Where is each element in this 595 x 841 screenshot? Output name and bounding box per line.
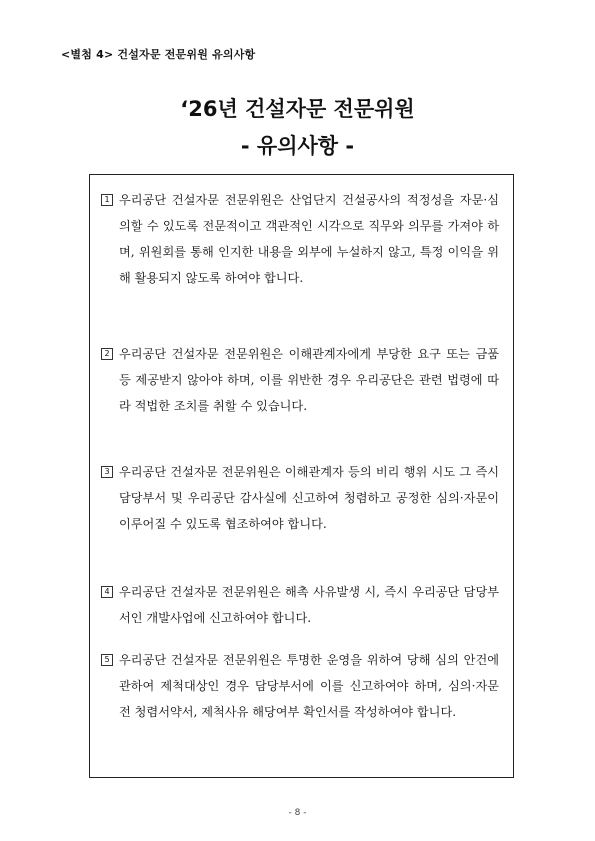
guideline-item-4 <box>101 579 499 631</box>
item-text-4: 우리공단 건설자문 전문위원은 해촉 사유발생 시, 즉시 우리공단 담당부서인 개발사업에 신고하여야 합니다. <box>119 585 499 625</box>
attachment-label: <별첨 4> 건설자문 전문위원 유의사항 <box>61 48 256 61</box>
document-subtitle: - 유의사항 - <box>240 134 355 158</box>
item-text-1: 우리공단 건설자문 전문위원은 산업단지 건설공사의 적정성을 자문·심의할 수 있도록 전문적이고 객관적인 시각으로 직무와 의무를 가져야 하며, 위원회를 통해 인지한 내용을 외부에 누설하지 않고, 특정 이익을 위해 활용되지 않도록 하여야 합니다. <box>119 193 499 285</box>
guideline-item-5 <box>101 647 499 725</box>
item-text-2: 우리공단 건설자문 전문위원은 이해관계자에게 부당한 요구 또는 금품 등 제공받지 않아야 하며, 이를 위반한 경우 우리공단은 관련 법령에 따라 적법한 조치를 취할 수 있습니다. <box>119 347 499 413</box>
page-number: - 8 - <box>288 808 307 818</box>
guideline-item-2 <box>101 341 499 419</box>
item-number-3: 3 <box>101 466 113 478</box>
guideline-item-3 <box>101 459 499 537</box>
guideline-item-1 <box>101 187 499 291</box>
item-text-3: 우리공단 건설자문 전문위원은 이해관계자 등의 비리 행위 시도 그 즉시 담당부서 및 우리공단 감사실에 신고하여 청렴하고 공정한 심의·자문이 이루어질 수 있도록 협조하여야 합니다. <box>119 465 499 531</box>
item-number-4: 4 <box>101 586 113 598</box>
guidelines-box <box>89 174 514 778</box>
item-text-5: 우리공단 건설자문 전문위원은 투명한 운영을 위하여 당해 심의 안건에 관하여 제척대상인 경우 담당부서에 이를 신고하여야 하며, 심의·자문 전 청렴서약서, 제척사유 해당여부 확인서를 작성하여야 합니다. <box>119 653 499 719</box>
document-title: ‘26년 건설자문 전문위원 <box>180 97 415 121</box>
item-number-5: 5 <box>101 654 113 666</box>
item-number-1: 1 <box>101 194 113 206</box>
item-number-2: 2 <box>101 348 113 360</box>
